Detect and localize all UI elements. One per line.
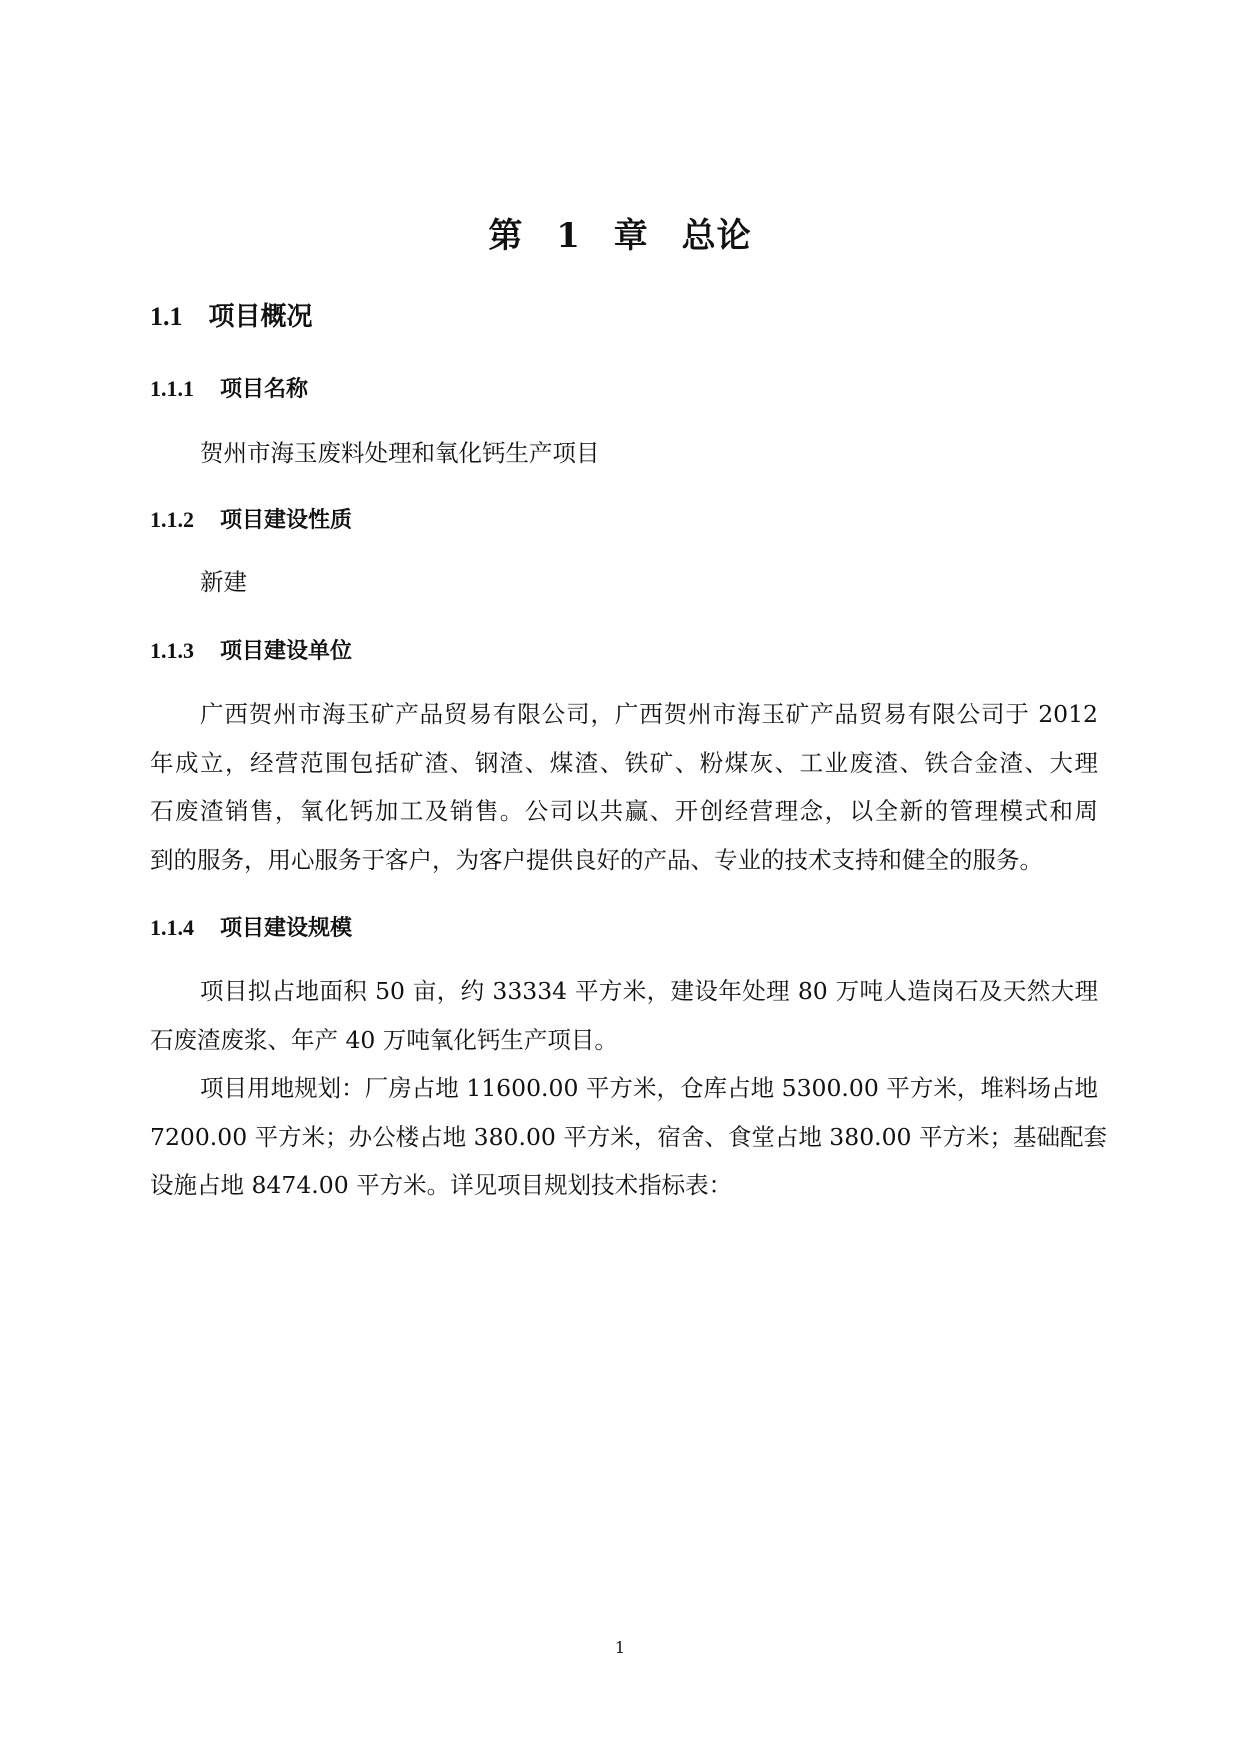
subsection-number: 1.1.1 bbox=[150, 376, 194, 401]
subsection-heading bbox=[150, 911, 352, 942]
paragraph bbox=[150, 967, 1107, 1210]
subsection-heading bbox=[150, 372, 308, 403]
text-line: 设施占地 8474.00 平方米。详见项目规划技术指标表： bbox=[150, 1171, 733, 1199]
subsection-number: 1.1.3 bbox=[150, 638, 194, 663]
subsection-title: 项目建设单位 bbox=[220, 638, 353, 664]
text-line: 年成立，经营范围包括矿渣、钢渣、煤渣、铁矿、粉煤灰、工业废渣、铁合金渣、大理 bbox=[150, 748, 1098, 777]
text-line: 石废渣废浆、年产 40 万吨氧化钙生产项目。 bbox=[150, 1025, 618, 1054]
paragraph bbox=[150, 690, 1098, 884]
text-line: 广西贺州市海玉矿产品贸易有限公司，广西贺州市海玉矿产品贸易有限公司于 2012 bbox=[200, 700, 1098, 728]
text-line: 贺州市海玉废料处理和氧化钙生产项目 bbox=[200, 439, 600, 467]
text-line: 到的服务，用心服务于客户，为客户提供良好的产品、专业的技术支持和健全的服务。 bbox=[150, 845, 1043, 874]
page-number: 1 bbox=[614, 1638, 626, 1657]
subsection-number: 1.1.4 bbox=[150, 915, 194, 940]
text-line: 石废渣销售，氧化钙加工及销售。公司以共赢、开创经营理念，以全新的管理模式和周 bbox=[150, 797, 1098, 825]
paragraph bbox=[150, 429, 1098, 478]
subsection-title: 项目建设性质 bbox=[220, 507, 353, 533]
section-heading bbox=[150, 296, 313, 333]
section-title: 项目概况 bbox=[208, 302, 313, 332]
text-line: 新建 bbox=[200, 568, 247, 596]
subsection-title: 项目名称 bbox=[220, 376, 309, 402]
text-line: 7200.00 平方米；办公楼占地 380.00 平方米，宿舍、食堂占地 380.00 平方米；基础配套 bbox=[150, 1122, 1107, 1151]
subsection-title: 项目建设规模 bbox=[220, 915, 353, 941]
subsection-number: 1.1.2 bbox=[150, 507, 194, 532]
text-line: 项目用地规划：厂房占地 11600.00 平方米，仓库占地 5300.00 平方米，堆料场占地 bbox=[200, 1074, 1098, 1102]
section-number: 1.1 bbox=[150, 302, 183, 331]
subsection-heading bbox=[150, 634, 352, 665]
subsection-heading bbox=[150, 503, 352, 534]
paragraph bbox=[150, 558, 1098, 607]
chapter-title: 第 1 章 总论 bbox=[488, 216, 752, 256]
text-line: 项目拟占地面积 50 亩，约 33334 平方米，建设年处理 80 万吨人造岗石及天然大理 bbox=[200, 977, 1098, 1005]
